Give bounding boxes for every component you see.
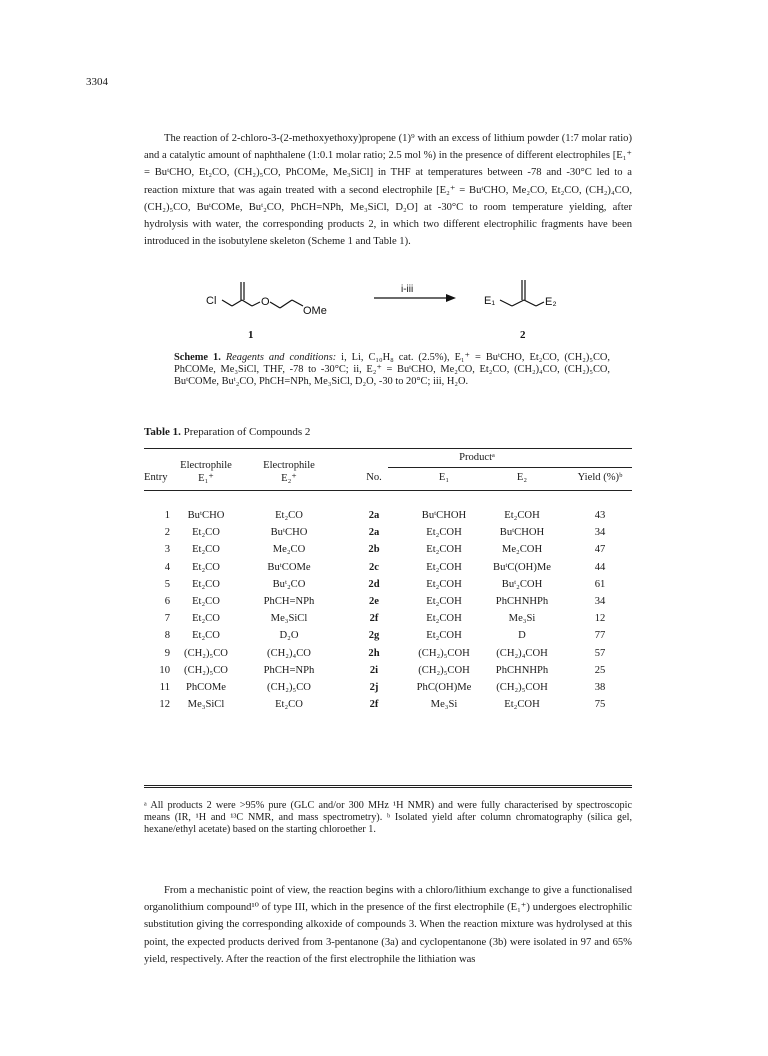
cell-yield: 34: [594, 596, 606, 607]
cell-entry: 2: [164, 527, 170, 539]
cell-compound-no: 2f: [369, 613, 379, 625]
product-header-rule: [388, 467, 632, 468]
cell-electrophile-2: Et₂CO: [275, 699, 303, 711]
table-row: [144, 527, 632, 544]
cell-yield: 75: [594, 699, 606, 711]
cell-yield: 77: [594, 630, 606, 642]
cell-electrophile-2: D₂O: [279, 630, 299, 642]
cell-compound-no: 2f: [369, 699, 379, 711]
header-product-e1: E₁: [438, 472, 450, 483]
scheme-caption: [174, 352, 610, 389]
cell-electrophile-1: Et₂CO: [192, 578, 220, 590]
cell-compound-no: 2j: [369, 682, 379, 693]
cell-product-e2: PhCHNHPh: [495, 664, 549, 676]
header-no: No.: [366, 472, 382, 483]
bond: [512, 300, 524, 306]
cell-product-e1: Et₂COH: [426, 578, 462, 590]
cell-product-e1: Et₂COH: [426, 527, 462, 539]
cell-electrophile-2: Me₃SiCl: [270, 613, 308, 625]
cell-electrophile-2: PhCH=NPh: [263, 596, 315, 607]
cell-product-e1: PhC(OH)Me: [416, 682, 472, 693]
table-row: [144, 613, 632, 630]
bond: [252, 302, 260, 306]
table-header-rule: [144, 490, 632, 491]
cell-electrophile-1: (CH₂)₅CO: [184, 647, 228, 659]
cell-electrophile-1: Me₃SiCl: [187, 699, 225, 711]
header-product: Productᵃ: [459, 452, 495, 463]
reagent-steps-label: i-iii: [401, 284, 414, 295]
cell-compound-no: 2d: [368, 578, 380, 590]
e1-label: E₁: [484, 295, 496, 307]
scheme-caption-label: Scheme 1.: [174, 352, 221, 363]
arrow-head: [446, 294, 456, 302]
table-row: [144, 699, 632, 716]
header-entry: Entry: [144, 472, 168, 483]
cell-electrophile-1: Et₂CO: [192, 613, 220, 625]
bond: [536, 302, 544, 306]
intro-paragraph-text: The reaction of 2-chloro-3-(2-methoxyethoxy)propene (1)⁹ with an excess of lithium powder (1:7 molar ratio) and a catalytic amount of naphthalene (1:0.1 molar ratio; 2.5 mol %) in the presence of different electrophiles [E₁⁺ = BuᵗCHO, Et₂CO, (CH₂)₅CO, PhCOMe, Me₃SiCl] in THF at temperatures between -78 and -30°C led to a reaction mixture that was again treated with a second electrophile [E₂⁺ = BuᵗCHO, Me₂CO, Et₂CO, (CH₂)₄CO, (CH₂)₅CO, BuᵗCOMe, Buᵗ₂CO, PhCH=NPh, Me₃SiCl, D₂O] at -30°C to room temperature yielding, after hydrolysis with water, the corresponding products 2, in which two different electrophilic fragments have been introduced in the isobutylene skeleton (Scheme 1 and Table 1).: [144, 133, 632, 248]
mechanism-paragraph-text: From a mechanistic point of view, the reaction begins with a chloro/lithium exchange to give a functionalised organolithium compound¹⁰ of type III, which in the presence of the first electrophile (E₁⁺) undergoes electrophilic substitution giving the corresponding alkoxide of compounds 3. When the reaction mixture was hydrolysed at this point, the expected products derived from 3-pentanone (3a) and cyclopentanone (3b) were isolated in 97 and 65% yield, respectively. After the reaction of the first electrophile the lithiation was: [144, 885, 632, 965]
table-row: [144, 510, 632, 527]
header-e1-plus: E₁⁺: [198, 473, 214, 484]
header-electrophile-1: Electrophile: [180, 460, 232, 471]
bond: [292, 300, 303, 306]
cell-product-e1: Et₂COH: [426, 561, 462, 573]
cell-entry: 4: [164, 561, 170, 573]
scheme-caption-italic: Reagents and conditions:: [225, 352, 337, 363]
cell-entry: 1: [164, 510, 170, 521]
table-row: [144, 648, 632, 665]
cell-entry: 12: [159, 699, 170, 711]
cell-electrophile-1: (CH₂)₅CO: [184, 664, 228, 676]
cell-compound-no: 2a: [368, 510, 380, 521]
cell-compound-no: 2g: [368, 630, 380, 642]
cell-electrophile-2: (CH₂)₅CO: [267, 682, 311, 693]
cell-product-e1: Et₂COH: [426, 544, 462, 556]
bond: [232, 300, 242, 306]
cell-electrophile-2: Buᵗ₂CO: [272, 578, 306, 590]
cell-entry: 10: [159, 664, 170, 676]
table-row: [144, 665, 632, 682]
cell-electrophile-2: PhCH=NPh: [263, 664, 315, 676]
chloro-label: Cl: [206, 295, 217, 307]
cell-electrophile-1: Et₂CO: [192, 596, 220, 607]
cell-yield: 25: [594, 664, 606, 676]
cell-product-e2: Et₂COH: [504, 699, 540, 711]
cell-electrophile-2: Et₂CO: [275, 510, 303, 521]
header-electrophile-2: Electrophile: [263, 460, 315, 471]
bond: [524, 300, 536, 306]
cell-entry: 8: [164, 630, 170, 642]
cell-product-e1: (CH₂)₅COH: [418, 664, 470, 676]
cell-electrophile-2: BuᵗCHO: [270, 527, 308, 539]
mechanism-paragraph: [144, 882, 632, 968]
cell-entry: 6: [164, 596, 170, 607]
cell-product-e2: Me₂COH: [501, 544, 543, 556]
cell-entry: 11: [159, 682, 170, 693]
bond: [500, 300, 512, 306]
cell-product-e1: (CH₂)₅COH: [418, 647, 470, 659]
scheme-caption-text: i, Li, C₁₀H₈ cat. (2.5%), E₁⁺ = BuᵗCHO, Et₂CO, (CH₂)₅CO, PhCOMe, Me₃SiCl, THF, -78 to -30°C; ii, E₂⁺ = BuᵗCHO, Me₂CO, Et₂CO, (CH₂)₄CO, (CH₂)₅CO, BuᵗCOMe, Buᵗ₂CO, PhCH=NPh, Me₃SiCl, D₂O, -30 to 20°C; iii, H₂O.: [174, 352, 610, 388]
cell-product-e2: D: [518, 630, 526, 642]
table-row: [144, 630, 632, 647]
cell-electrophile-2: BuᵗCOMe: [267, 561, 311, 573]
cell-electrophile-1: Et₂CO: [192, 630, 220, 642]
cell-electrophile-2: Me₂CO: [272, 544, 306, 556]
cell-yield: 38: [594, 682, 606, 693]
table-bottom-rule: [144, 785, 632, 786]
cell-product-e2: (CH₂)₄COH: [496, 647, 548, 659]
cell-compound-no: 2h: [368, 647, 380, 659]
cell-compound-no: 2b: [368, 544, 380, 556]
header-product-e2: E₂: [516, 472, 528, 483]
cell-yield: 57: [594, 647, 606, 659]
intro-paragraph: [144, 130, 632, 250]
cell-yield: 61: [594, 578, 606, 590]
table-title-text: Preparation of Compounds 2: [180, 426, 311, 438]
cell-compound-no: 2i: [369, 664, 379, 676]
cell-entry: 5: [164, 578, 170, 590]
cell-product-e2: Buᵗ₂COH: [501, 578, 543, 590]
cell-yield: 47: [594, 544, 606, 556]
bond: [222, 300, 232, 306]
header-yield: Yield (%)ᵇ: [577, 472, 623, 483]
page-number: 3304: [86, 76, 108, 88]
table-title: [144, 426, 310, 438]
header-e2-plus: E₂⁺: [281, 473, 297, 484]
table-row: [144, 596, 632, 613]
cell-entry: 7: [164, 613, 170, 625]
cell-compound-no: 2a: [368, 527, 380, 539]
cell-electrophile-1: BuᵗCHO: [187, 510, 225, 521]
e2-label: E₂: [545, 296, 557, 308]
cell-product-e2: Me₃Si: [508, 613, 536, 625]
cell-product-e1: Et₂COH: [426, 596, 462, 607]
cell-electrophile-1: PhCOMe: [185, 682, 227, 693]
cell-product-e2: (CH₂)₅COH: [496, 682, 548, 693]
cell-yield: 12: [594, 613, 606, 625]
bond: [280, 300, 292, 308]
cell-electrophile-1: Et₂CO: [192, 527, 220, 539]
cell-yield: 44: [594, 561, 606, 573]
oxygen-label: O: [261, 296, 270, 308]
methoxy-label: OMe: [303, 305, 327, 317]
table-row: [144, 682, 632, 699]
table-bottom-rule-2: [144, 787, 632, 788]
cell-product-e2: PhCHNHPh: [495, 596, 549, 607]
cell-product-e2: BuᵗC(OH)Me: [493, 561, 551, 573]
cell-compound-no: 2e: [369, 596, 379, 607]
compound-1-label: 1: [248, 329, 254, 341]
cell-product-e1: Et₂COH: [426, 630, 462, 642]
cell-product-e1: Me₃Si: [430, 699, 458, 711]
bond: [270, 302, 280, 308]
cell-entry: 3: [164, 544, 170, 556]
table-footnote: ᵃ All products 2 were >95% pure (GLC and/or 300 MHz ¹H NMR) and were fully characterised by spectroscopic means (IR, ¹H and ¹³C NMR, and mass spectrometry). ᵇ Isolated yield after column chromatography (silica gel, hexane/ethyl acetate) based on the starting chloroether 1.: [144, 800, 632, 835]
cell-yield: 34: [594, 527, 606, 539]
cell-compound-no: 2c: [369, 561, 379, 573]
cell-entry: 9: [164, 647, 170, 659]
cell-electrophile-1: Et₂CO: [192, 561, 220, 573]
table-row: [144, 579, 632, 596]
table-top-rule: [144, 448, 632, 449]
compound-2-label: 2: [520, 329, 526, 341]
cell-electrophile-1: Et₂CO: [192, 544, 220, 556]
table-row: [144, 562, 632, 579]
bond: [242, 300, 252, 306]
cell-yield: 43: [594, 510, 606, 521]
table-title-label: Table 1.: [144, 426, 181, 438]
cell-electrophile-2: (CH₂)₄CO: [267, 647, 311, 659]
cell-product-e2: BuᵗCHOH: [499, 527, 545, 539]
cell-product-e2: Et₂COH: [504, 510, 540, 521]
table-row: [144, 544, 632, 561]
cell-product-e1: Et₂COH: [426, 613, 462, 625]
cell-product-e1: BuᵗCHOH: [421, 510, 467, 521]
